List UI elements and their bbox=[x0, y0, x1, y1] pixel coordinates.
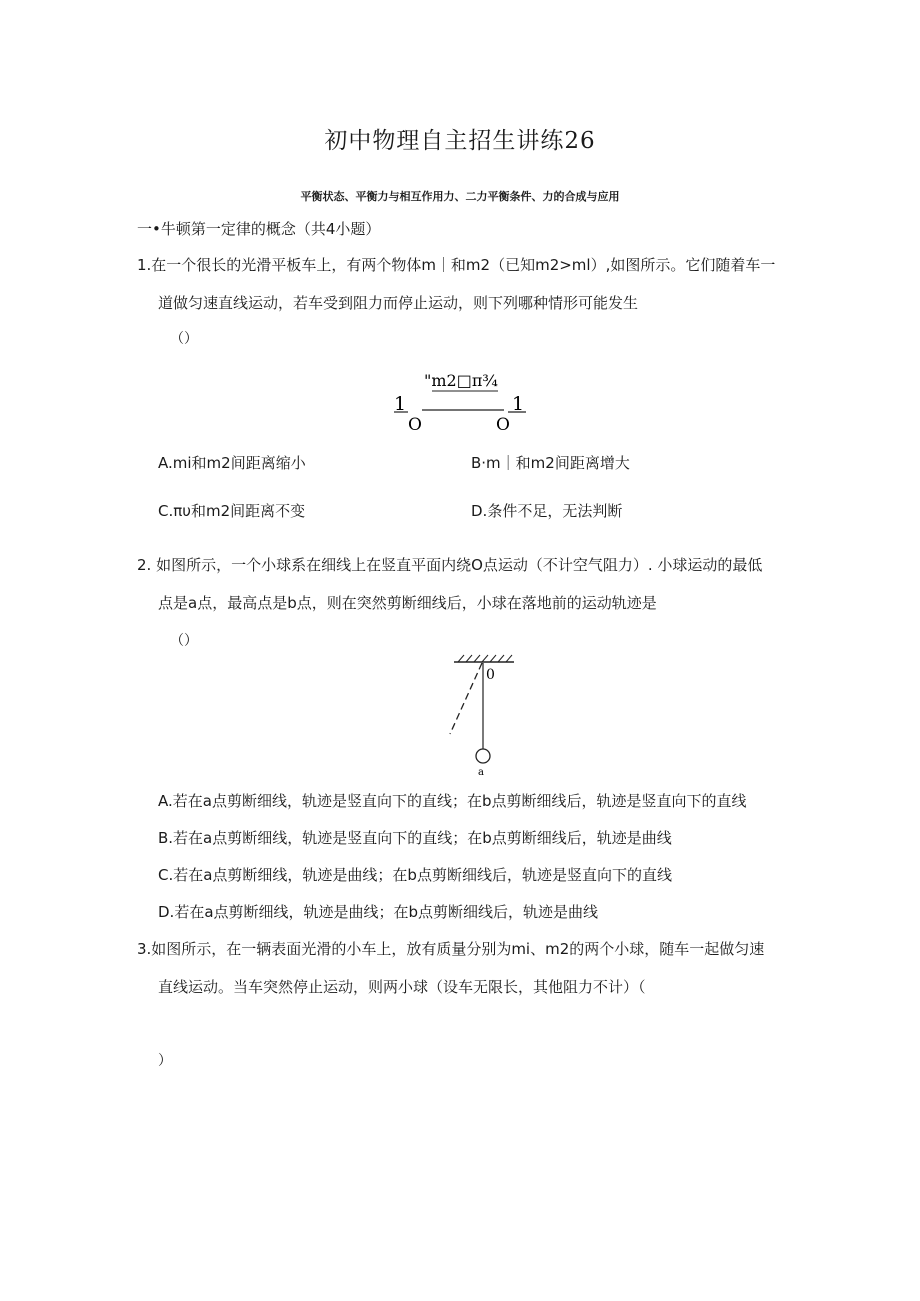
q1-figure-right-mark: 1 bbox=[512, 393, 525, 415]
q2-answer-blank: （） bbox=[170, 633, 198, 649]
q1-wheel-left: O bbox=[408, 415, 422, 434]
section-heading: 一•牛顿第一定律的概念（共4小题） bbox=[137, 220, 381, 238]
q2-option-a: A.若在a点剪断细线，轨迹是竖直向下的直线；在b点剪断细线后，轨迹是竖直向下的直线 bbox=[158, 792, 747, 810]
q2-dashed-string bbox=[450, 663, 482, 734]
q1-figure-left-mark: 1 bbox=[394, 393, 407, 415]
q2-pendulum-figure bbox=[440, 652, 530, 778]
q1-text-line2: 道做匀速直线运动，若车受到阻力而停止运动，则下列哪种情形可能发生 bbox=[158, 294, 639, 312]
q3-closing-paren: ） bbox=[158, 1053, 172, 1069]
q1-option-b: B·m｜和m2间距离增大 bbox=[471, 454, 630, 472]
q1-figure-top-label: "m2□ᴨ¾ bbox=[424, 371, 498, 390]
q1-answer-blank: （） bbox=[170, 331, 198, 347]
q2-pivot-label: 0 bbox=[486, 667, 495, 683]
q2-option-c: C.若在a点剪断细线，轨迹是曲线；在b点剪断细线后，轨迹是竖直向下的直线 bbox=[158, 866, 672, 884]
q3-text-line1: 3.如图所示，在一辆表面光滑的小车上，放有质量分别为mi、m2的两个小球，随车一起做匀速 bbox=[137, 940, 765, 958]
q1-cart-figure bbox=[390, 368, 530, 434]
page-title: 初中物理自主招生讲练26 bbox=[324, 128, 596, 154]
q2-ceiling-hatch bbox=[458, 655, 512, 662]
page-subtitle: 平衡状态、平衡力与相互作用力、二力平衡条件、力的合成与应用 bbox=[300, 190, 620, 203]
q2-option-b: B.若在a点剪断细线，轨迹是竖直向下的直线；在b点剪断细线后，轨迹是曲线 bbox=[158, 829, 672, 847]
q2-ball-label: a bbox=[478, 767, 484, 778]
q1-wheel-right: O bbox=[496, 415, 510, 434]
q2-text-line2: 点是a点，最高点是b点，则在突然剪断细线后，小球在落地前的运动轨迹是 bbox=[158, 594, 657, 612]
q1-text-line1: 1.在一个很长的光滑平板车上，有两个物体m｜和m2（已知m2>ml）,如图所示。它们随着车一 bbox=[137, 256, 776, 274]
q2-ball bbox=[476, 749, 490, 763]
q1-option-c: C.πυ和m2间距离不变 bbox=[158, 502, 306, 520]
q1-option-a: A.mi和m2间距离缩小 bbox=[158, 454, 306, 472]
q2-text-line1: 2. 如图所示，一个小球系在细线上在竖直平面内绕O点运动（不计空气阻力）. 小球运动的最低 bbox=[137, 556, 763, 574]
q3-text-line2: 直线运动。当车突然停止运动，则两小球（设车无限长，其他阻力不计）（ bbox=[158, 978, 646, 996]
q2-option-d: D.若在a点剪断细线，轨迹是曲线；在b点剪断细线后，轨迹是曲线 bbox=[158, 903, 599, 921]
q1-option-d: D.条件不足，无法判断 bbox=[471, 502, 623, 520]
